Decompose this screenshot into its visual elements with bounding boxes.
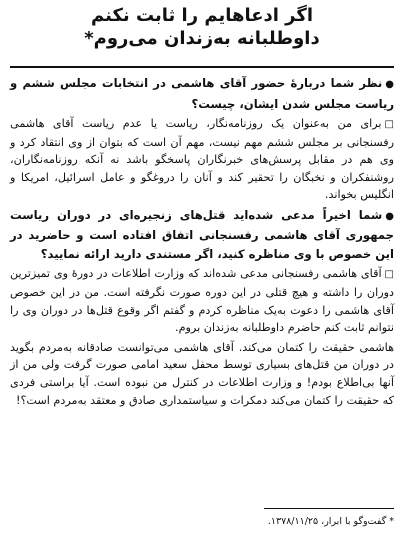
headline: [10, 4, 394, 50]
answer-1-text: برای من به‌عنوان یک روزنامه‌نگار، ریاست یا عدم ریاست آقای هاشمی رفسنجانی بر مجلس ششم مهم نیست، مهم آن است که بتوان از وی انتقاد کرد و وی هم در مقابل پرسش‌های خبرنگاران پاسخگو باشد نه آنکه روزنامه‌نگاران، روشنفکران و نخبگان را تحقیر کند و آنان را دروغگو و عامل اسرائیل، امریکا و انگلیس بخواند.: [10, 117, 394, 202]
title-divider: [10, 66, 394, 68]
footnote: * گفت‌وگو با ابرار، ۱۳۷۸/۱۱/۲۵.: [267, 516, 394, 527]
headline-line-1: اگر ادعاهایم را ثابت نکنم: [90, 5, 314, 26]
question-bullet-icon: ●: [385, 79, 394, 90]
answer-1: [10, 115, 394, 204]
headline-line-2: داوطلبانه به‌زندان می‌روم*: [84, 28, 320, 49]
answer-2-continued-text: هاشمی حقیقت را کتمان می‌کند. آقای هاشمی می‌توانست صادقانه به‌مردم بگوید در دوران من قتل‌های بسیاری توسط محفل سعید امامی صورت گرفت ولی من از آنها بی‌اطلاع بودم! و وزارت اطلاعات در کنترل من نبوده است. آیا براستی فردی که حقیقت را کتمان می‌کند دمکرات و سیاستمداری صادق و معتقد به‌مردم است؟!: [10, 340, 394, 407]
footnote-divider: [264, 508, 394, 509]
answer-bullet-icon: □: [384, 119, 394, 130]
answer-bullet-icon: □: [384, 269, 394, 281]
question-1: [10, 74, 394, 113]
question-2-text: شما اخیراً مدعی شده‌اید قتل‌های زنجیره‌ای در دوران ریاست جمهوری آقای هاشمی رفسنجانی اتفاق افتاده است و حاضرید در این خصوص با وی مناظره کنید، اگر مستندی دارید ارائه نمایید؟: [10, 207, 394, 261]
answer-2-continued: [10, 339, 394, 409]
answer-2-text: آقای هاشمی رفسنجانی مدعی شده‌اند که وزارت اطلاعات در دورهٔ وی تمیزترین دوران را داشته و هیچ قتلی در این دوره صورت نگرفته است. من در این خصوص آقای هاشمی را دعوت به‌یک مناظره کردم و گفتم اگر وقوع قتل‌ها در دوران وی را نتوانم ثابت کنم حاضرم داوطلبانه به‌زندان بروم.: [10, 267, 394, 335]
question-2: [10, 206, 394, 264]
answer-2: [10, 265, 394, 336]
document-page: [10, 4, 394, 535]
question-bullet-icon: ●: [385, 210, 394, 222]
question-1-text: نظر شما دربارهٔ حضور آقای هاشمی در انتخابات مجلس ششم و ریاست مجلس شدن ایشان، چیست؟: [10, 76, 394, 111]
